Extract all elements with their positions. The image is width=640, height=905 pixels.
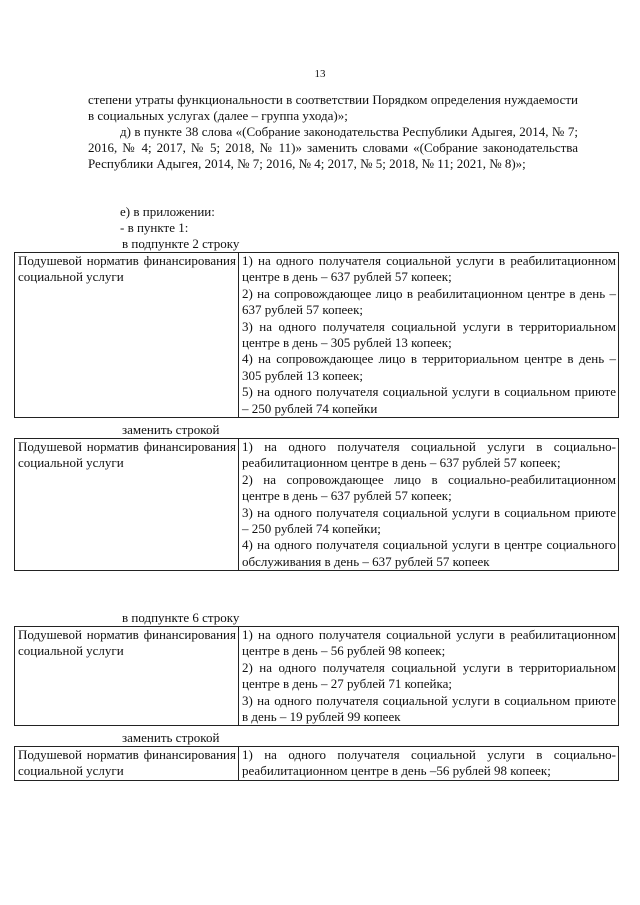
- paragraph-amendment-e: е) в приложении:: [120, 204, 215, 219]
- norm-name: Подушевой норматив финансирования социальной услуги: [18, 627, 236, 659]
- list-item: 2) на сопровождающее лицо в социально-реабилитационном центре в день – 637 рублей 57 копеек;: [242, 471, 616, 504]
- list-item: 3) на одного получателя социальной услуги в социальном приюте в день – 19 рублей 99 копеек: [242, 692, 616, 725]
- norm-values-cell: [239, 627, 619, 726]
- norm-table-new-subpoint-6: [14, 746, 619, 781]
- norm-values-cell: [239, 253, 619, 418]
- paragraph-amendment-d: д) в пункте 38 слова «(Собрание законодательства Республики Адыгея, 2014, № 7; 2016, № 4; 2017, № 5; 2018, № 11)» заменить словами «(Собрание законодательства Республики Адыгея, 2014, № 7; 2016, № 4; 2017, № 5; 2018, № 11; 2021, № 8)»;: [88, 124, 578, 171]
- label-subpoint-6-row: в подпункте 6 строку: [122, 610, 240, 625]
- list-item: 1) на одного получателя социальной услуги в социально-реабилитационном центре в день – 637 рублей 57 копеек;: [242, 439, 616, 471]
- norm-table-old-subpoint-6: [14, 626, 619, 726]
- label-replace-1: заменить строкой: [122, 422, 220, 437]
- norm-table-new-subpoint-2: [14, 438, 619, 571]
- label-replace-2: заменить строкой: [122, 730, 220, 745]
- list-item: 4) на сопровождающее лицо в территориальном центре в день – 305 рублей 13 копеек;: [242, 351, 616, 383]
- list-item: 5) на одного получателя социальной услуги в социальном приюте – 250 рублей 74 копейки: [242, 384, 616, 416]
- table-row: [15, 627, 619, 726]
- list-item: 1) на одного получателя социальной услуги в реабилитационном центре в день – 637 рублей 57 копеек;: [242, 253, 616, 285]
- norm-name: Подушевой норматив финансирования социальной услуги: [18, 747, 236, 779]
- norm-name-cell: [15, 747, 239, 781]
- norm-name: Подушевой норматив финансирования социальной услуги: [18, 439, 236, 471]
- table-row: [15, 747, 619, 781]
- list-item: 2) на одного получателя социальной услуги в территориальном центре в день – 27 рублей 71 копейка;: [242, 659, 616, 692]
- list-item: 4) на одного получателя социальной услуги в центре социального обслуживания в день – 637 рублей 57 копеек: [242, 537, 616, 569]
- page-number: 13: [314, 68, 326, 80]
- list-item: 2) на сопровождающее лицо в реабилитационном центре в день – 637 рублей 57 копеек;: [242, 285, 616, 318]
- list-item: 3) на одного получателя социальной услуги в территориальном центре в день – 305 рублей 13 копеек;: [242, 318, 616, 351]
- table-row: [15, 439, 619, 571]
- list-item: 3) на одного получателя социальной услуги в социальном приюте – 250 рублей 74 копейки;: [242, 504, 616, 537]
- paragraph-care-group: степени утраты функциональности в соответствии Порядком определения нуждаемости в социальных услугах (далее – группа ухода)»;: [88, 92, 578, 123]
- label-subpoint-2-row: в подпункте 2 строку: [122, 236, 240, 251]
- list-item: 1) на одного получателя социальной услуги в социально-реабилитационном центре в день –56 рублей 98 копеек;: [242, 747, 616, 779]
- norm-name-cell: [15, 253, 239, 418]
- paragraph-point-1: - в пункте 1:: [120, 220, 189, 235]
- list-item: 1) на одного получателя социальной услуги в реабилитационном центре в день – 56 рублей 98 копеек;: [242, 627, 616, 659]
- table-row: [15, 253, 619, 418]
- norm-values-cell: [239, 439, 619, 571]
- norm-name-cell: [15, 627, 239, 726]
- norm-name-cell: [15, 439, 239, 571]
- norm-table-old-subpoint-2: [14, 252, 619, 418]
- norm-values-cell: [239, 747, 619, 781]
- norm-name: Подушевой норматив финансирования социальной услуги: [18, 253, 236, 285]
